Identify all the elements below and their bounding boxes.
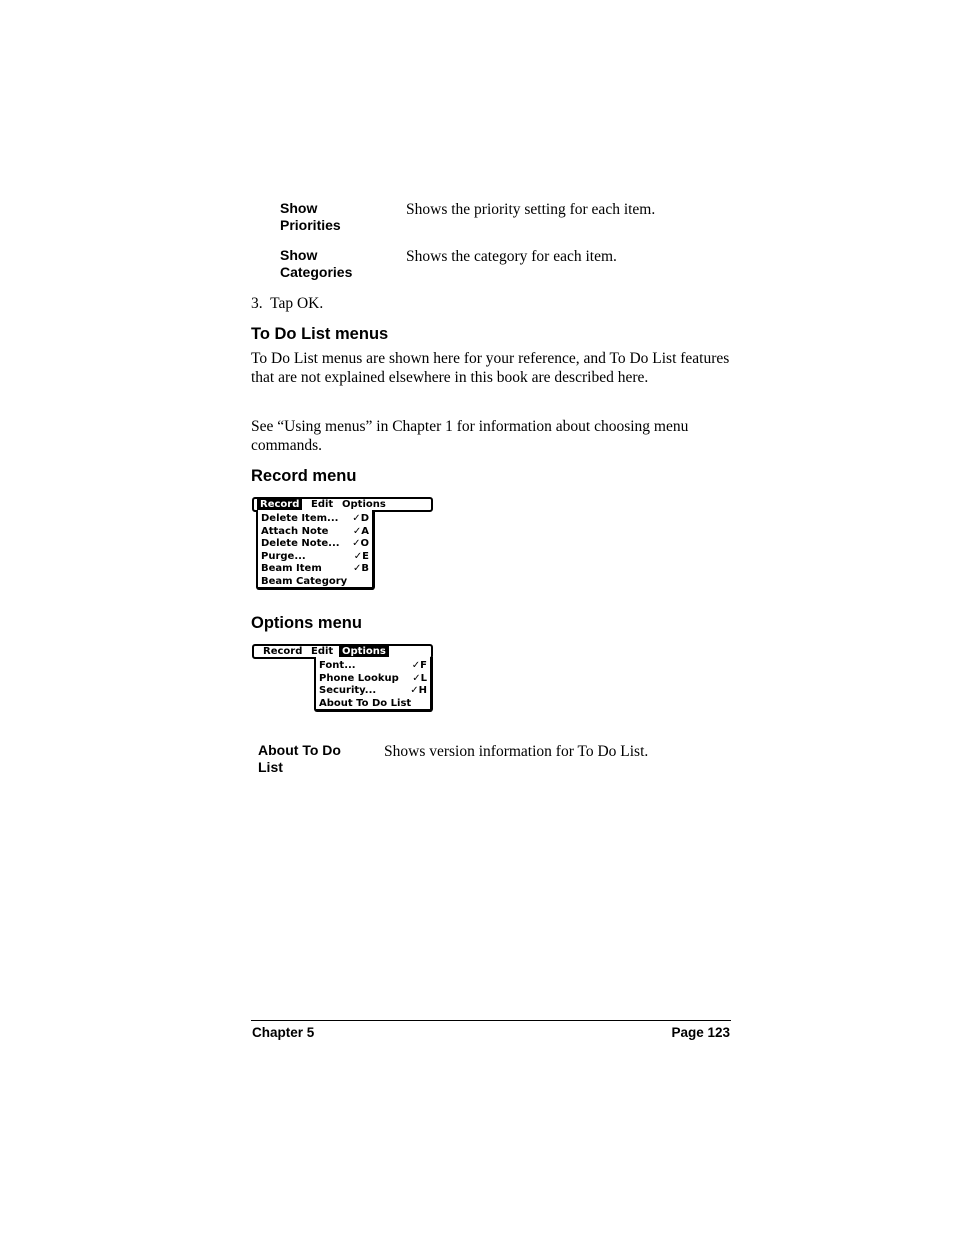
shortcut-l: ✓L [412, 672, 427, 684]
menu-item-about-to-do-list[interactable]: About To Do List [319, 697, 412, 709]
menu-item-beam-category[interactable]: Beam Category [261, 575, 348, 587]
menubar-options[interactable]: Options [342, 499, 386, 510]
menu-item-attach-note[interactable]: Attach Note [261, 525, 329, 537]
menu-item-purge[interactable]: Purge... [261, 550, 306, 562]
record-dropdown [256, 510, 375, 590]
command-stroke-icon: ✓ [352, 538, 361, 549]
command-stroke-icon: ✓ [412, 672, 421, 684]
command-stroke-icon: ✓ [411, 660, 421, 671]
definition-description: Shows the category for each item. [406, 248, 617, 265]
menubar-edit[interactable]: Edit [311, 499, 334, 510]
record-menu-heading: Record menu [251, 467, 357, 485]
definition-term: Show Categories [280, 247, 353, 280]
command-stroke-icon: ✓ [353, 550, 363, 562]
intro-paragraph: To Do List menus are shown here for your reference, and To Do List features that are not explained elsewhere in this book are described here. [251, 350, 730, 386]
command-stroke-icon: ✓ [352, 525, 362, 537]
command-stroke-icon: ✓ [410, 685, 419, 696]
shortcut-b: ✓B [352, 563, 369, 574]
footer-page-number: Page 123 [671, 1025, 730, 1040]
footer-rule [251, 1020, 731, 1021]
section-title: To Do List menus [251, 325, 389, 343]
menu-item-phone-lookup[interactable]: Phone Lookup [319, 672, 399, 684]
shortcut-e: ✓E [353, 550, 369, 562]
shortcut-h: ✓H [410, 685, 427, 696]
definition-term: Show Priorities [280, 200, 341, 233]
step-3: 3. Tap OK. [251, 295, 324, 312]
command-stroke-icon: ✓ [352, 513, 361, 524]
menu-item-delete-note[interactable]: Delete Note... [261, 538, 340, 549]
menu-item-beam-item[interactable]: Beam Item [261, 563, 322, 574]
definition-term: About To Do List [258, 742, 341, 775]
definition-description: Shows version information for To Do List. [384, 743, 649, 760]
menu-item-security[interactable]: Security... [319, 685, 377, 696]
menubar-options[interactable]: Options [339, 646, 389, 657]
command-stroke-icon: ✓ [352, 563, 362, 574]
shortcut-o: ✓O [352, 538, 369, 549]
menubar-record[interactable]: Record [263, 646, 303, 657]
menubar-edit[interactable]: Edit [311, 646, 334, 657]
menus-paragraph: See “Using menus” in Chapter 1 for information about choosing menu commands. [251, 418, 689, 454]
shortcut-a: ✓A [352, 525, 369, 537]
shortcut-d: ✓D [352, 513, 369, 524]
shortcut-f: ✓F [411, 660, 427, 671]
menubar-record[interactable]: Record [257, 499, 302, 510]
options-menu-heading: Options menu [251, 614, 362, 632]
definition-description: Shows the priority setting for each item. [406, 201, 656, 218]
footer-chapter: Chapter 5 [252, 1025, 315, 1040]
menu-item-delete-item[interactable]: Delete Item... [261, 513, 339, 524]
menu-item-font[interactable]: Font... [319, 660, 356, 671]
options-dropdown [314, 657, 433, 712]
